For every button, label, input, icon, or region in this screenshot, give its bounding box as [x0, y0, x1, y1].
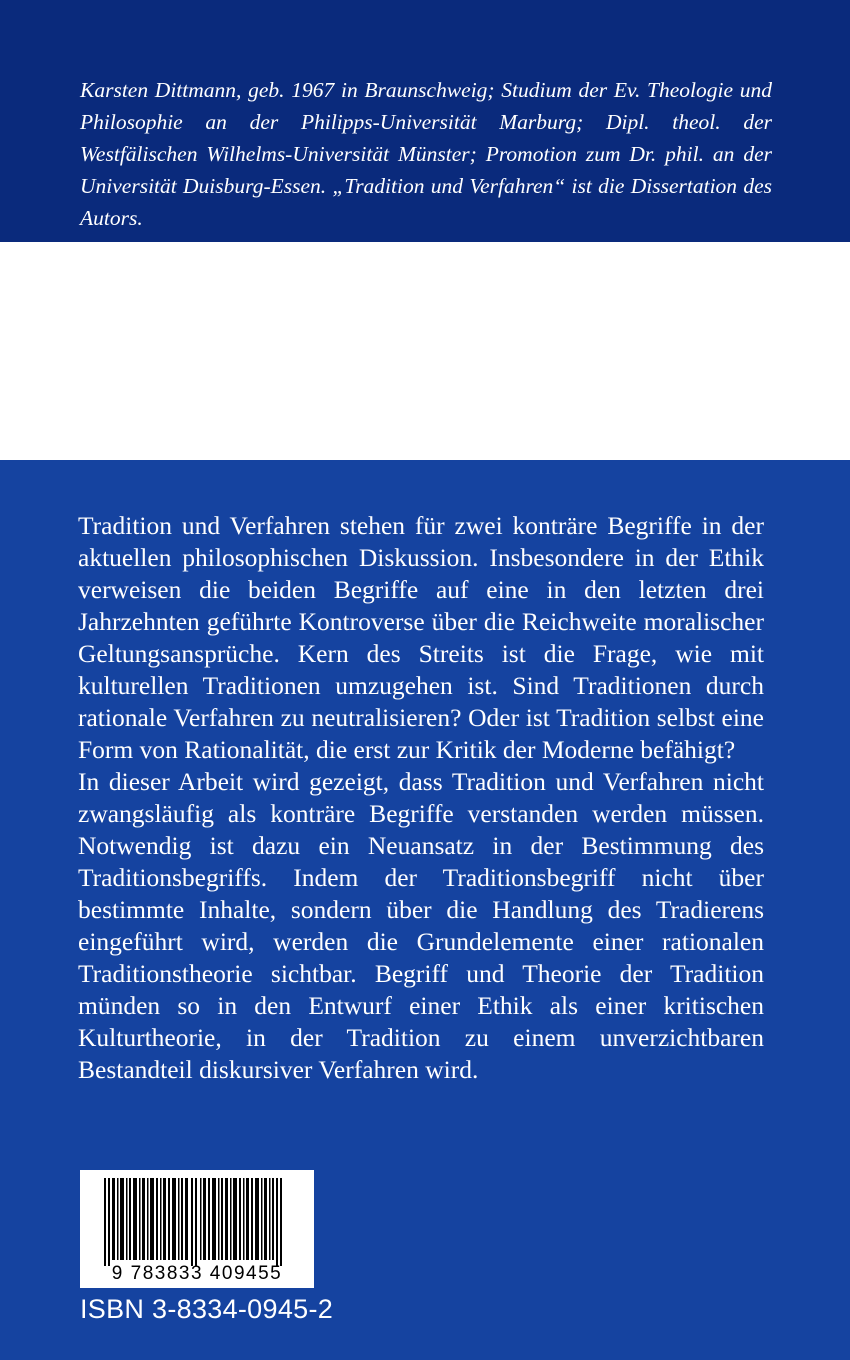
barcode-bars [80, 1170, 314, 1266]
blurb [78, 510, 764, 1086]
blurb-paragraph-1: Tradition und Verfahren stehen für zwei konträre Begriffe in der aktuellen philosophischen Diskussion. Insbesondere in der Ethik verweisen die beiden Begriffe auf eine in den letzten drei Jahrzehnten geführte Kontroverse über die Reichweite moralischer Geltungsansprüche. Kern des Streits ist die Frage, wie mit kulturellen Traditionen umzugehen ist. Sind Traditionen durch rationale Verfahren zu neutralisieren? Oder ist Tradition selbst eine Form von Rationalität, die erst zur Kritik der Moderne befähigt? [78, 511, 764, 764]
author-bio: Karsten Dittmann, geb. 1967 in Braunschweig; Studium der Ev. Theologie und Philosophie an der Philipps-Universität Marburg; Dipl. theol. der Westfälischen Wilhelms-Universität Münster; Promotion zum Dr. phil. an der Universität Duisburg-Essen. „Tradition und Verfahren“ ist die Dissertation des Autors. [80, 78, 772, 230]
isbn: ISBN 3-8334-0945-2 [80, 1294, 334, 1324]
white-gap [0, 242, 850, 460]
barcode-digits: 9 783833 409455 [111, 1263, 283, 1284]
blurb-paragraph-2: In dieser Arbeit wird gezeigt, dass Tradition und Verfahren nicht zwangsläufig als konträre Begriffe verstanden werden müssen. Notwendig ist dazu ein Neuansatz in der Bestimmung des Traditionsbegriffs. Indem der Traditionsbegriff nicht über bestimmte Inhalte, sondern über die Handlung des Tradierens eingeführt wird, werden die Grundelemente einer rationalen Traditionstheorie sichtbar. Begriff und Theorie der Tradition münden so in den Entwurf einer Ethik als einer kritischen Kulturtheorie, in der Tradition zu einem unverzichtbaren Bestandteil diskursiver Verfahren wird. [78, 767, 764, 1084]
barcode [80, 1170, 314, 1288]
